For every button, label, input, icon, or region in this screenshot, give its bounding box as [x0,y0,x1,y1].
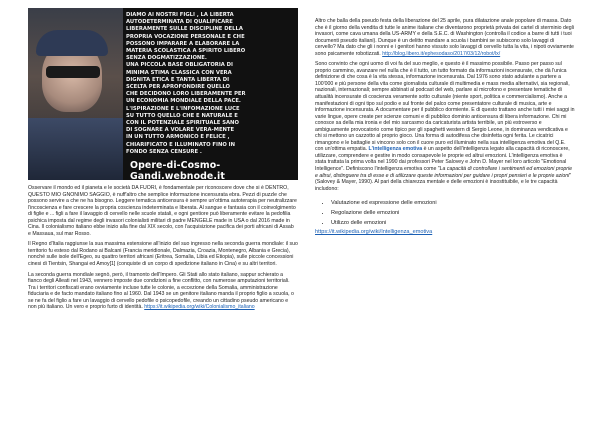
emotional-intelligence-term: L'intelligenza emotiva [368,146,423,153]
meme-image [28,8,298,180]
left-paragraph-2: Il Regno d'Italia raggiunse la sua massima estensione all'inizio del suo ingresso nella seconda guerra mondiale: il suo territorio fu esteso dal Rodano ai Balcani (Francia meridionale, Dalmazia, Croazia, Montenegro, Albania e Grecia), nonché sulle isole dell'Egeo, su quattro territori africani (Eritrea, Somalia, Libia ed Etiopia), sulle piccole concessioni cinesi di Tientsin, Shangai ed Amoy[1] (conquiste di un corpo di spedizione italiano in Cina) e su altri territori. [28,241,298,268]
list-item: • Utilizzo delle emozioni [331,218,575,228]
list-item: • Valutazione ed espressione delle emozioni [331,198,575,208]
blog-link[interactable]: http://blog.libero.it/ephesodaso/2017/03/12/robot/lx/ [382,50,501,57]
portrait-photo [28,8,123,180]
left-paragraph-3 [28,272,298,311]
wikipedia-link[interactable]: https://it.wikipedia.org/wiki/Intelligenza_emotiva [315,229,433,236]
portrait-body [28,118,123,180]
right-column [315,18,575,235]
right-paragraph-2a: Sono convinto che ogni uomo di voi fa del suo meglio, e questo è il massimo possibile. Passo per passo sul proprio cammino, avanzare nel nulla che è il tutto, un tutto formato da informazioni incensurate, che dà l'unica definizione di che cosa è la vita stessa, informazione incensurata. Dal 1976 sono stato adulante a partere a 100'000 e più persone della vita come giornalista culturale di multimedia e mass media alternativi, sia regionali, nazionali, internazionali; sempre abbinati al podcast del web, parlare al microfono e presentare tematiche di attualità incensurate di coscienza veramente sotto culturale (niente sport, politica e commercialismo). Anche a manifestazioni di ogni tipo sul podio e sul fronte del palco come presentatore culturale di musica, arte e informazione incensurata. A documentare per il pubblico dormiente. E di questo trattano anche tutti i miei saggi in varie lingue, opere create per scienze comuni e di pubblico dominio anticensura di libera informazione. Chi mi conosce sa della mia ironia e del mio sarcasmo da caricaturista artista terribile, un più estroverso e ambiguamente provocatorio come tipico per gli spaghetti western di Sergio Leone, in dominanza vendicativa e chi si mettono un cazzotto al proprio gioco. Una forma di autodifesa che disinfetta ogni ferita. Le cicatrici rimangono e le battaglie si vincono solo con il cuore puro ed illuminato nella sua intelligenza emotiva del Q.E. con un'ottima empatia. [315,61,575,153]
left-text [28,185,298,311]
colonialismo-link[interactable]: https://it.wikipedia.org/wiki/Colonialismo_italiano [144,304,255,311]
left-paragraph-3-text: La seconda guerra mondiale segnò, però, il tramonto dell'Impero. Gli Stati allo stato italiano, sappur schierato a fianco degli Alleati nel 1943, vennero imposte due condizioni a fine conflitto, con numerose amputazioni territoriali. Tra i territori confiscati erano ovviamente incluse tutte le colonie, a eccezione della Somalia, amministrazione fiduciaria e de facto mandato italiano fino al 1960. Dal 1943 se un genitore italiano manda il proprio figlio a scuola, o se ne fa del figlio a fare un lavaggio di cervello pedofile o psicopedofile, creando un cittadino pseudo americano e non più italiano. Un vero e proprio furto di identità. [28,271,294,311]
portrait-hat [36,30,108,56]
left-paragraph-1: Osservare il mondo ed il pianeta e le società DA FUORI, è fondamentale per riconoscere dove che si è DENTRO, QUESTO MIO GNONIMO SAGGIO, è nuff'altro che semplice informazione incensurata ebra. Pezzi di puzzle che possono servire a che ne ha bisogno. Leggere tematica anticensura è sempre un'ottima autoterapia per neutralizzare l'incoscienza e fare crescere la propria coscienza indeterminata e liberata. Al sangue e fantasia con il coinvolgimento di figlie e ... figli a fare il lavaggio di cervello nelle scuole statali, e ogni gentiore può liberamente evitare la pedofilia psichica imposta dal regime degli invasori colonialisti militari di padre MENGELE made in USA o dal 2016 made in Cina. Il colonialismo italiano ebbe inizio alla fine dal XIX secolo, con l'acquisizione pacifica dei porti africani di Assab e Massaua, sul mar Rosso. [28,185,297,237]
left-column [28,8,298,315]
list-item: • Regolazione delle emozioni [331,208,575,218]
right-paragraph-1-text: Altro che balla della pseudo festa della liberazione del 25 aprile, pura dilatazione anale popolare di massa. Dato che è il giorno della vendita di tutte le anime italiane che diventarono proprietà privata dei cartel di sterminio degli invasori, come cava umana della US-ARMY e della S.E.C. di Washington (controlla il codice a barre di tutti i tuoi documenti pseudo italiani). Dunque è un delitto mandare a scuola i bambini se subiscono solo lavaggi di cervello? Ma dato che gli i nonni e i genitori hanno vissuto solo lavaggi di cervello tutta la vita, i nipoti ovviamente sono psicamente robotizzati. [315,18,574,57]
right-paragraph-2-tail: " (Salovey & Mayer, 1990). Al pari della chiarezza mentale e delle emozioni è insostituibile, e le tre capacità includono: [315,172,572,192]
meme-caption: DIAMO AI NOSTRI FIGLI , LA LIBERTA AUTODETERMINATA DI QUALIFICARE LIBERAMENTE SULLE DISCIPLINE DELLA PROPRIA VOCAZIONE PERSONALE E CHE POSSONO IMPARARE A ELABORARE LA MATERIA SCOLASTICA A SPIRITO LIBERO SENZA DOGMATIZZAZIONE. UNA PICCOLA BASE OBLIGATORIA DI MINIMA STIMA CLASSICA CON VERA DIGNITA ETICA E TANTA LIBERTA DI SCELTA PER APROFONDIRE QUELLO CHE DECIDONO LORO LIBERAMENTE PER UN ECONOMIA MONDIALE DELLA PACE. L'ISPIRAZIONE E L'INFOMAZIONE LUCE SU TUTTO QUELLO CHE E NATURALE E CON IL POTENZIALE SPIRITUALE SANO DI SOGNARE A VOLARE VERA-MENTE IN UN TUTTO ARMONICO E FELICE , CHIARIFICATO E ILLUMINATO FINO IN FONDO SENZA CENSURE . [126,12,246,155]
right-paragraph-1 [315,18,575,57]
right-paragraph-2b: è un aspetto dell'intelligenza legato alla capacità di riconoscere, utilizzare, comprendere e gestire in modo consapevole le proprie ed altrui emozioni. L'intelligenza emotiva è stata trattata la prima volta nel 1990 dai professori Peter Salovey e John D. Mayer nel loro articolo "Emotional Intelligence". Definiscono l'intelligenza emotiva come " [315,146,570,173]
abilities-list [315,198,575,228]
right-paragraph-2 [315,61,575,192]
definition-quote: La capacità di controllare i sentimenti ed emozioni proprie e altrui, distinguere tra di esse e di utilizzare queste informazioni per guidare i propri pensieri e le proprie azioni [315,166,572,179]
meme-brand: Opere-di-Cosmo-Gandi.webnode.it [130,160,225,180]
right-text [315,18,575,192]
portrait-glasses [46,66,100,78]
